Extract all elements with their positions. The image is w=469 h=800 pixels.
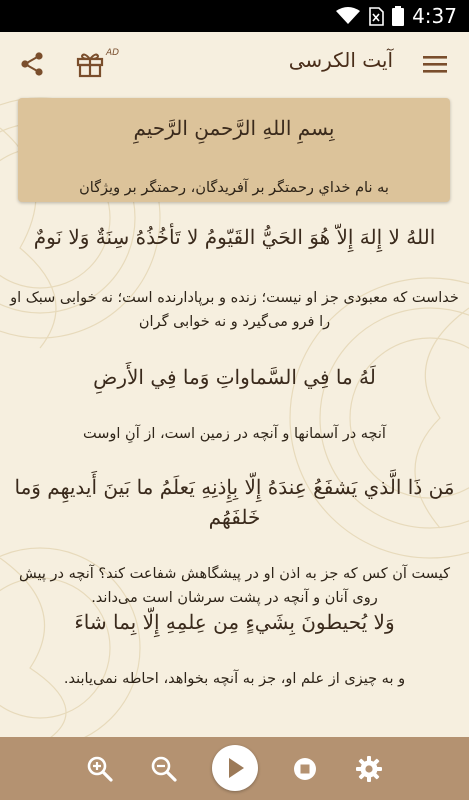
status-bar <box>0 0 469 32</box>
zoom-in-icon[interactable] <box>86 755 114 783</box>
no-sim-icon <box>368 6 384 26</box>
verse-translation: آنچه در آسمانها و آنچه در زمین است، از آنِ اوست <box>83 426 386 442</box>
status-time: 4:37 <box>412 4 457 28</box>
app-bar <box>0 32 469 92</box>
verse-translation: و به چیزی از علم او، جز به آنچه بخواهد، احاطه نمی‌یابند. <box>63 671 406 687</box>
page-title: آیت الکرسی <box>288 48 393 72</box>
bismillah-translation: به نام خداي رحمتگر بر آفريدگان، رحمتگر بر ويژگان <box>79 180 389 196</box>
play-button[interactable] <box>212 745 258 791</box>
hamburger-menu-icon[interactable] <box>423 54 447 74</box>
gift-icon <box>76 50 104 78</box>
gift-ad-button[interactable] <box>76 48 120 78</box>
battery-icon <box>392 6 404 26</box>
bismillah-arabic: بِسمِ اللهِ الرَّحمنِ الرَّحيمِ <box>133 116 335 140</box>
zoom-out-icon[interactable] <box>150 755 178 783</box>
verse-arabic: وَلا يُحيطونَ بِشَيءٍ مِن عِلمِهِ إِلّا بِما شاءَ <box>74 610 395 634</box>
playback-toolbar <box>0 737 469 800</box>
verse-arabic: لَهُ ما فِي السَّماواتِ وَما فِي الأَرضِ <box>93 365 376 389</box>
verse-list[interactable] <box>0 92 469 737</box>
ad-badge: AD <box>106 48 120 58</box>
settings-icon[interactable] <box>355 755 383 783</box>
play-icon <box>226 757 246 779</box>
share-icon[interactable] <box>18 50 46 78</box>
verse-translation: کیست آن کس که جز به اذن او در پیشگاهش شفاعت کند؟ آنچه در پیش روی آنان و آنچه در پشت سرشان است می‌داند. <box>19 566 450 606</box>
verse-item <box>10 607 459 691</box>
verse-arabic: مَن ذَا الَّذي يَشفَعُ عِندَهُ إِلّا بِإِذنِهِ يَعلَمُ ما بَينَ أَيديهِم وَما خَلفَهُم <box>14 475 455 529</box>
stop-icon[interactable] <box>291 755 319 783</box>
bismillah-card <box>18 98 450 202</box>
wifi-icon <box>336 7 360 25</box>
verse-item <box>10 222 459 334</box>
verse-translation: خداست که معبودی جز او نیست؛ زنده و برپادارنده است؛ نه خوابی سبک او را فرو می‌گیرد و نه خوابی گران <box>10 290 459 330</box>
verse-arabic: اللهُ لا إِلهَ إِلاّ هُوَ الحَيُّ القَيّومُ لا تَأخُذُهُ سِنَةٌ وَلا نَومٌ <box>33 225 436 249</box>
verse-item <box>10 362 459 446</box>
verse-item <box>10 472 459 610</box>
